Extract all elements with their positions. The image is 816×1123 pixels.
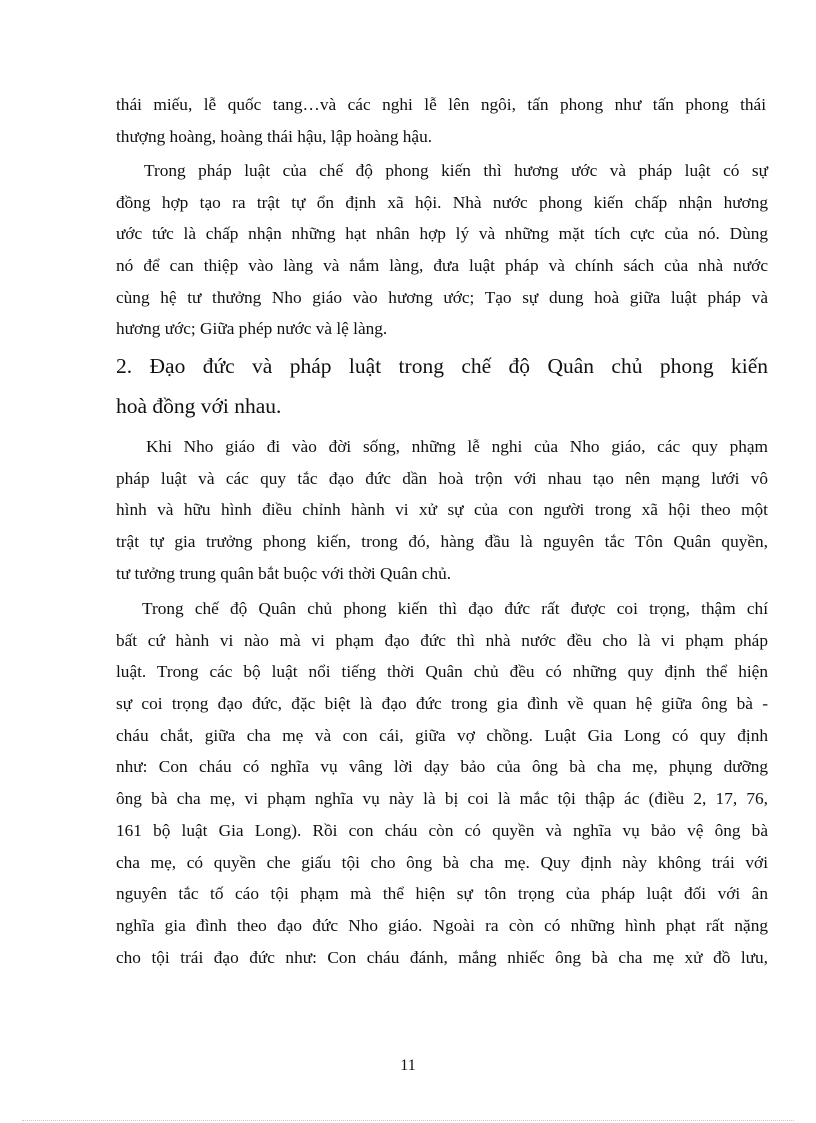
text-line: ước tức là chấp nhận những hạt nhân hợp lý và những mặt tích cực của nó. Dùng: [116, 224, 768, 244]
text-line: như: Con cháu có nghĩa vụ vâng lời dạy bảo của ông bà cha mẹ, phụng dưỡng: [116, 757, 768, 777]
text-line: ông bà cha mẹ, vi phạm nghĩa vụ này là bị coi là mắc tội thập ác (điều 2, 17, 76,: [116, 789, 768, 809]
text-line: cháu chắt, giữa cha mẹ và con cái, giữa vợ chồng. Luật Gia Long có quy định: [116, 725, 768, 745]
text-line: cùng hệ tư thưởng Nho giáo vào hương ước; Tạo sự dung hoà giữa luật pháp và: [116, 287, 768, 307]
text-line: sự coi trọng đạo đức, đặc biệt là đạo đức trong gia đình về quan hệ giữa ông bà -: [116, 694, 768, 714]
paragraph-dao-duc: [116, 593, 768, 973]
paragraph-continuation: [116, 89, 766, 152]
text-line: 161 bộ luật Gia Long). Rồi con cháu còn có quyền và nghĩa vụ bảo vệ ông bà: [116, 820, 768, 840]
heading-line: 2. Đạo đức và pháp luật trong chế độ Quân chủ phong kiến: [116, 354, 768, 378]
text-line: bất cứ hành vi nào mà vi phạm đạo đức thì nhà nước đều cho là vi phạm pháp: [116, 630, 768, 650]
text-line: Trong chế độ Quân chủ phong kiến thì đạo đức rất được coi trọng, thậm chí: [142, 599, 768, 618]
page-number: 11: [400, 1057, 416, 1074]
text-line: trật tự gia trưởng phong kiến, trong đó, hàng đầu là nguyên tắc Tôn Quân quyền,: [116, 532, 768, 552]
section-heading: [116, 346, 768, 426]
text-line: thượng hoàng, hoàng thái hậu, lập hoàng hậu.: [116, 126, 433, 146]
text-line: hương ước; Giữa phép nước và lệ làng.: [116, 319, 388, 339]
text-line: pháp luật và các quy tắc đạo đức dần hoà trộn với nhau tạo nên mạng lưới vô: [116, 468, 768, 488]
text-line: nghĩa gia đình theo đạo đức Nho giáo. Ngoài ra còn có những hình phạt rất nặng: [116, 915, 768, 935]
paragraph-nho-giao: [116, 431, 768, 589]
text-line: đồng hợp tạo ra trật tự ổn định xã hội. Nhà nước phong kiến chấp nhận hương: [116, 192, 768, 212]
text-line: luật. Trong các bộ luật nổi tiếng thời Quân chủ đều có những quy định thể hiện: [116, 662, 768, 682]
text-line: tư tưởng trung quân bắt buộc với thời Quân chủ.: [116, 563, 452, 583]
text-line: thái miếu, lễ quốc tang…và các nghi lễ lên ngôi, tấn phong như tấn phong thái: [116, 95, 766, 114]
paragraph-huong-uoc: [116, 155, 768, 345]
page-bottom-divider: [22, 1120, 794, 1121]
text-line: Khi Nho giáo đi vào đời sống, những lễ nghi của Nho giáo, các quy phạm: [146, 437, 768, 456]
text-line: hình và hữu hình điều chỉnh hành vi xử sự của con người trong xã hội theo một: [116, 500, 768, 520]
text-line: nó để can thiệp vào làng và nắm làng, đưa luật pháp và chính sách của nhà nước: [116, 256, 768, 276]
heading-line: hoà đồng với nhau.: [116, 394, 282, 418]
text-line: Trong pháp luật của chế độ phong kiến thì hương ước và pháp luật có sự: [144, 161, 768, 180]
text-line: cha mẹ, có quyền che giấu tội cho ông bà cha mẹ. Quy định này không trái với: [116, 852, 768, 872]
text-line: cho tội trái đạo đức như: Con cháu đánh, mắng nhiếc ông bà cha mẹ xử đồ lưu,: [116, 947, 768, 967]
text-line: nguyên tắc tố cáo tội phạm mà thể hiện sự tôn trọng của pháp luật đối với ân: [116, 884, 768, 904]
